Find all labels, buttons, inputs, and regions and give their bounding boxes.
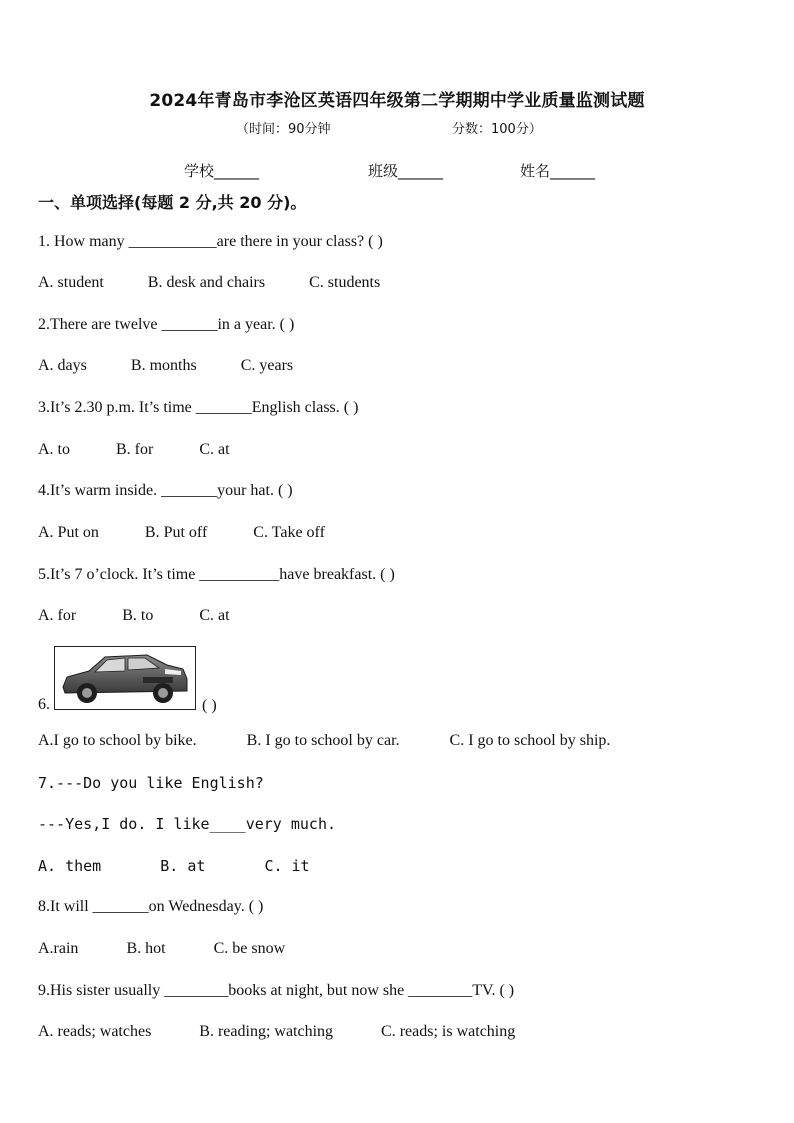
option-b: B. for [116,441,154,458]
exam-score: 分数：100分） [452,122,542,137]
question-5: 5.It’s 7 o’clock. It’s time __________have breakfast. ( ) [38,566,395,583]
option-a: A. them [38,857,102,875]
option-b: B. desk and chairs [147,274,266,291]
question-7-reply: ---Yes,I do. I like____very much. [38,815,337,833]
option-b: B. to [122,607,154,624]
question-2-options [38,357,293,375]
school-field: 学校______ [184,162,260,180]
option-b: B. months [130,357,197,374]
question-4: 4.It’s warm inside. _______your hat. ( ) [38,482,293,499]
option-a: A.I go to school by bike. [38,732,197,749]
option-c: C. I go to school by ship. [449,732,611,749]
question-5-options [38,607,230,625]
question-3: 3.It’s 2.30 p.m. It’s time _______English class. ( ) [38,399,359,416]
question-7-options [38,857,310,875]
question-2: 2.There are twelve _______in a year. ( ) [38,316,295,333]
question-8: 8.It will _______on Wednesday. ( ) [38,898,264,915]
question-1: 1. How many ___________are there in your class? ( ) [38,233,383,250]
option-c: C. reads; is watching [381,1023,516,1040]
option-b: B. reading; watching [199,1023,334,1040]
question-4-options [38,524,325,542]
option-c: C. be snow [213,940,286,957]
class-field: 班级______ [368,162,444,180]
question-6-options [38,732,610,750]
option-b: B. Put off [144,524,208,541]
question-6-number: 6. [38,696,50,713]
question-9: 9.His sister usually ________books at night, but now she ________TV. ( ) [38,982,515,999]
option-a: A.rain [38,940,79,957]
option-c: C. years [240,357,294,374]
page-title: 2024年青岛市李沧区英语四年级第二学期期中学业质量监测试题 [149,91,645,111]
question-3-options [38,441,230,459]
exam-time: （时间：90分钟 [236,122,331,137]
option-b: B. I go to school by car. [246,732,400,749]
option-a: A. to [38,441,70,458]
option-c: C. at [199,607,230,624]
option-a: A. for [38,607,77,624]
option-c: C. at [199,441,230,458]
option-b: B. at [160,857,206,875]
question-9-options [38,1023,515,1041]
car-picture [54,646,196,710]
question-1-options [38,274,380,292]
option-c: C. Take off [253,524,325,541]
option-a: A. student [38,274,104,291]
car-icon [55,647,195,709]
option-a: A. days [38,357,87,374]
option-c: C. it [264,857,310,875]
question-8-options [38,940,285,958]
option-c: C. students [309,274,381,291]
question-7: 7.---Do you like English? [38,774,264,792]
question-6-paren: ( ) [202,697,217,714]
option-a: A. Put on [38,524,99,541]
section-title: 一、单项选择(每题 2 分,共 20 分)。 [38,193,307,212]
option-a: A. reads; watches [38,1023,152,1040]
name-field: 姓名______ [520,162,596,180]
option-b: B. hot [126,940,166,957]
